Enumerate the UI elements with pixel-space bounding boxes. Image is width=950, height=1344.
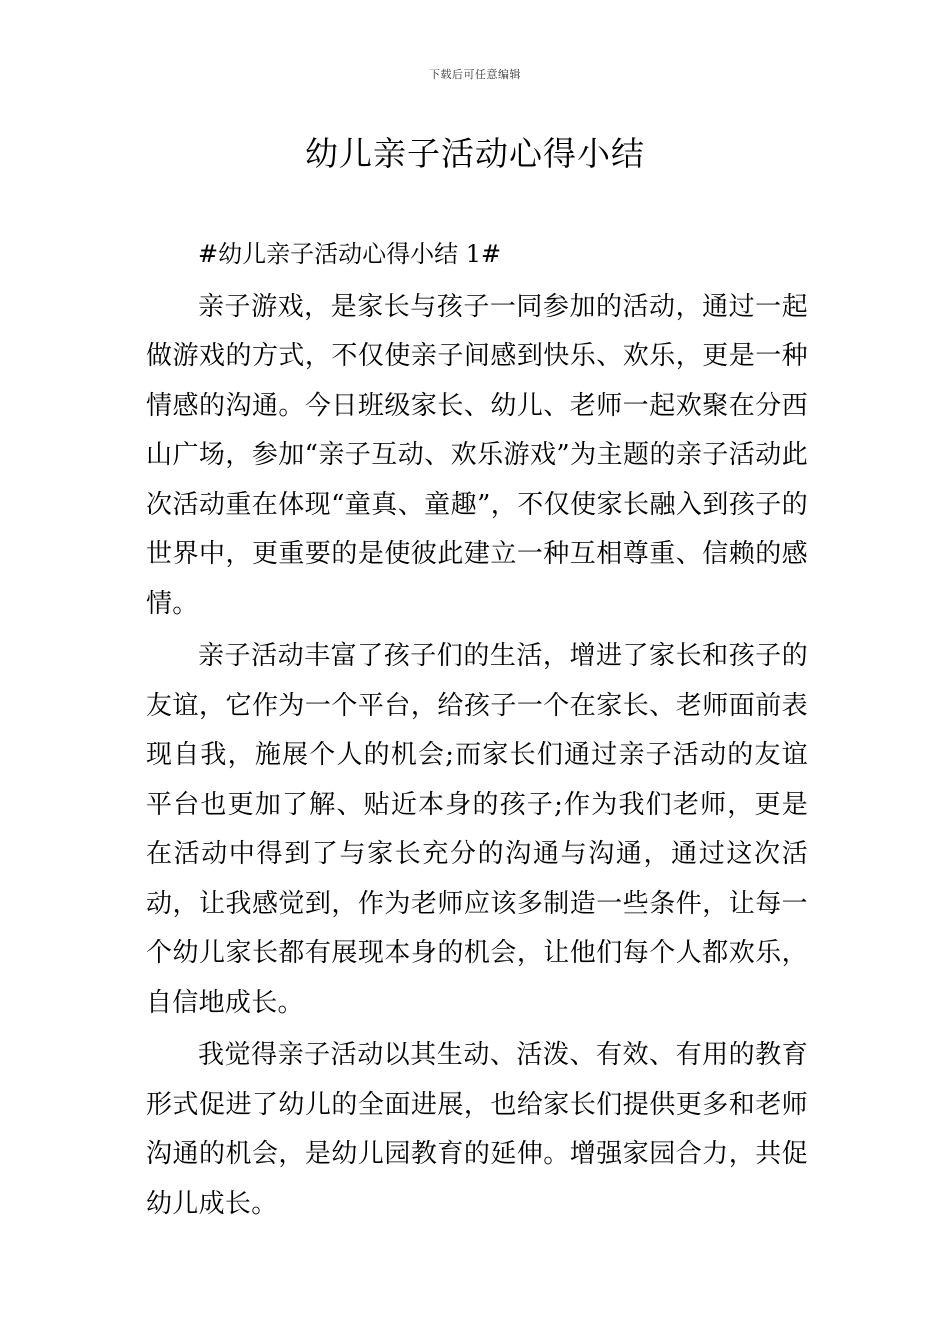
document-body <box>146 230 808 1232</box>
header-note: 下载后可任意编辑 <box>429 68 521 81</box>
paragraph-1: 亲子游戏，是家长与孩子一同参加的活动，通过一起做游戏的方式，不仅使亲子间感到快乐、欢乐，更是一种情感的沟通。今日班级家长、幼儿、老师一起欢聚在分西山广场，参加“亲子互动、欢乐游戏”为主题的亲子活动此次活动重在体现“童真、童趣”，不仅使家长融入到孩子的世界中，更重要的是使彼此建立一种互相尊重、信赖的感情。 <box>146 291 808 619</box>
paragraph-3: 我觉得亲子活动以其生动、活泼、有效、有用的教育形式促进了幼儿的全面进展，也给家长们提供更多和老师沟通的机会，是幼儿园教育的延伸。增强家园合力，共促幼儿成长。 <box>146 1040 808 1219</box>
section-heading: #幼儿亲子活动心得小结 1# <box>198 240 502 268</box>
document-title: 幼儿亲子活动心得小结 <box>305 134 645 173</box>
paragraph-2: 亲子活动丰富了孩子们的生活，增进了家长和孩子的友谊，它作为一个平台，给孩子一个在家长、老师面前表现自我，施展个人的机会;而家长们通过亲子活动的友谊平台也更加了解、贴近本身的孩子;作为我们老师，更是在活动中得到了与家长充分的沟通与沟通，通过这次活动，让我感觉到，作为老师应该多制造一些条件，让每一个幼儿家长都有展现本身的机会，让他们每个人都欢乐，自信地成长。 <box>146 641 808 1018</box>
